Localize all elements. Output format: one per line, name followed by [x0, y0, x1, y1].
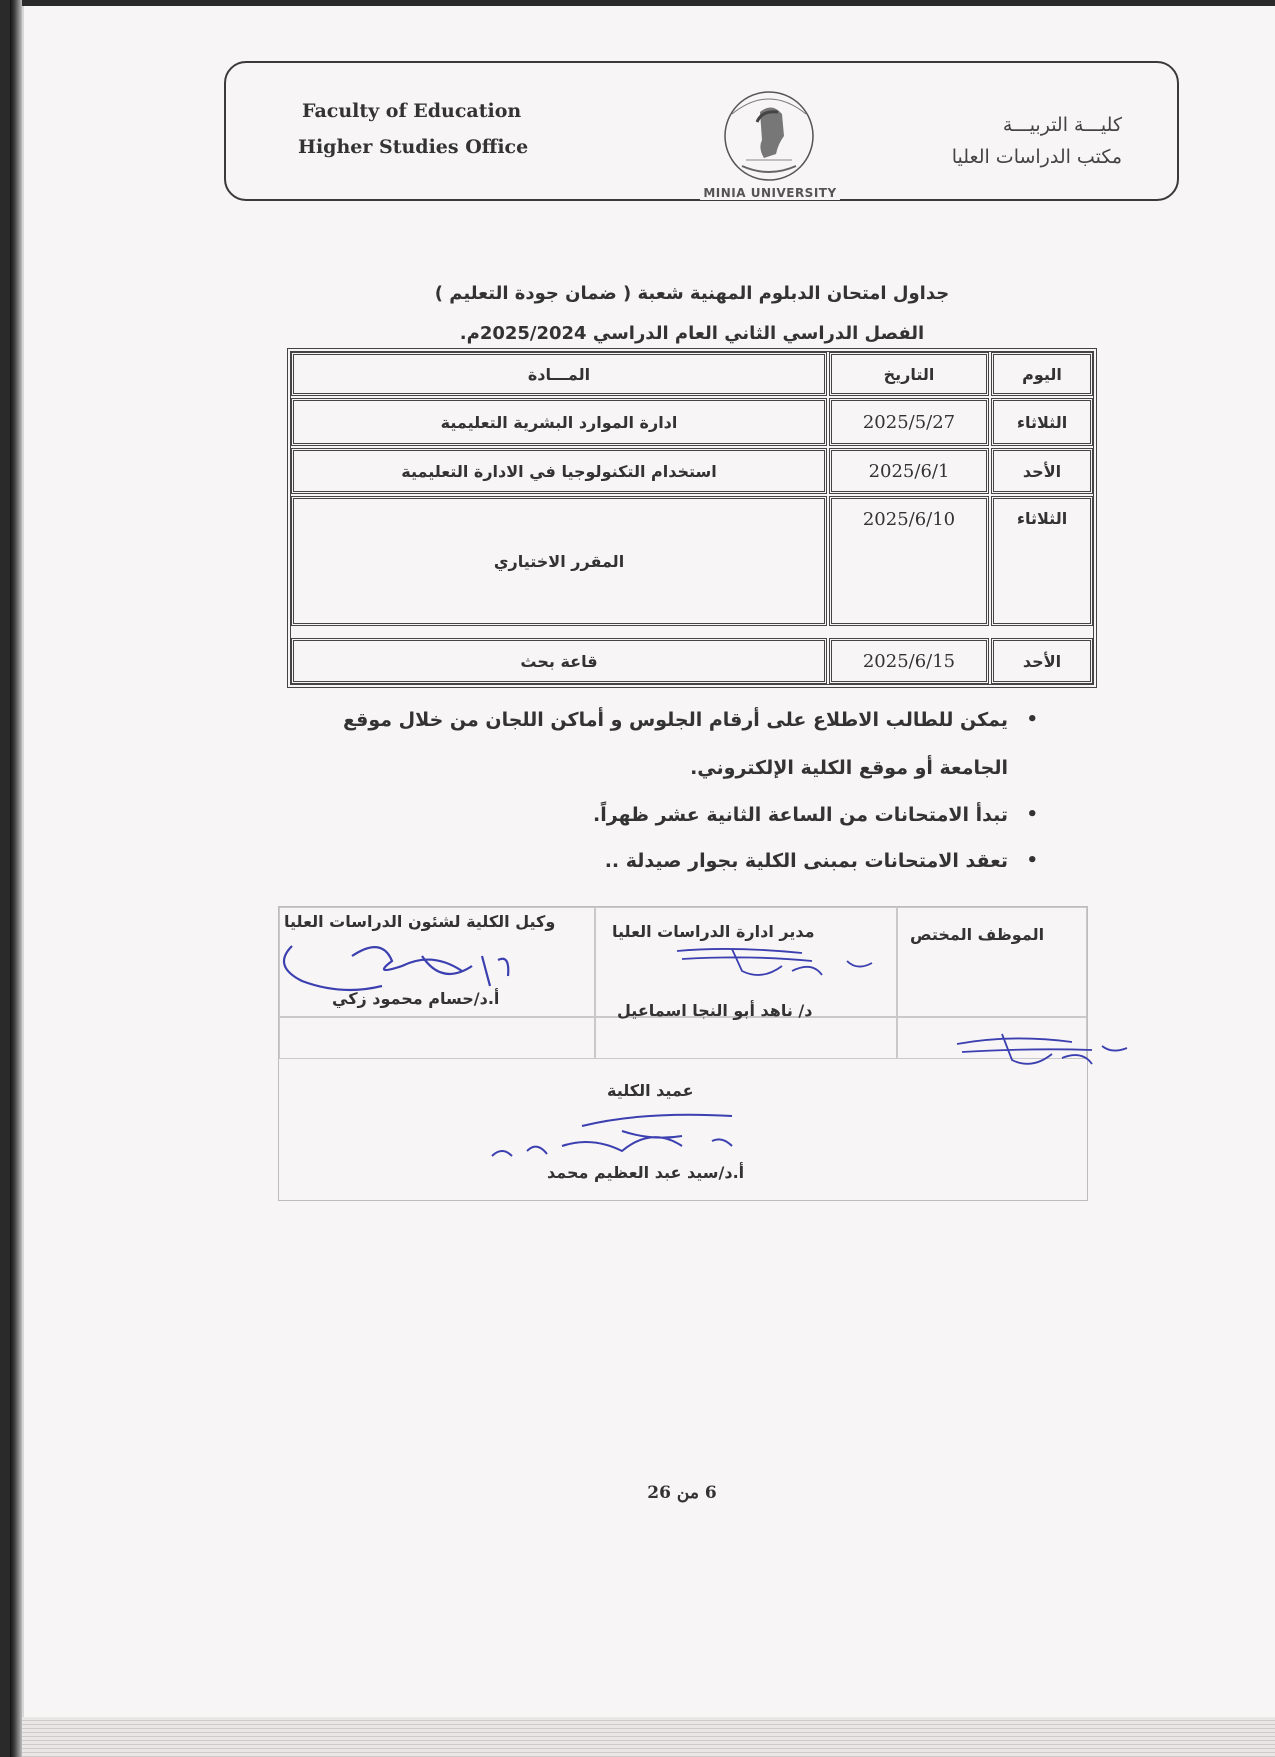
vice-dean-signature [262, 926, 562, 1016]
vice-dean-name: أ.د/حسام محمود زكي [332, 989, 500, 1008]
table-row-day: الثلاثاء [991, 398, 1093, 446]
header-day: اليوم [991, 352, 1093, 396]
faculty-name-en: Faculty of Education [302, 100, 522, 122]
list-item: • تبدأ الامتحانات من الساعة الثانية عشر ظهراً. [332, 792, 1042, 838]
dean-signature [482, 1106, 792, 1176]
employee-cell [897, 907, 1087, 1017]
header-subject: المـــادة [291, 352, 827, 396]
employee-title: الموظف المختص [910, 925, 1045, 944]
list-item: • تعقد الامتحانات بمبنى الكلية بجوار صيدلة .. [332, 838, 1042, 884]
bullet-icon: • [1026, 804, 1038, 825]
document-page [22, 6, 1275, 1757]
bullet-icon: • [1026, 709, 1038, 730]
director-name: د/ ناهد أبو النجا اسماعيل [617, 1001, 813, 1020]
semester-subtitle: الفصل الدراسي الثاني العام الدراسي 2025/2024م. [459, 323, 925, 344]
empty-cell [279, 1017, 595, 1059]
table-row-subject: المقرر الاختياري [291, 496, 827, 626]
faculty-name-ar: كليـــة التربيـــة [1002, 114, 1122, 136]
table-row-date: 2025/5/27 [829, 398, 989, 446]
list-item: • يمكن للطالب الاطلاع على أرقام الجلوس و أماكن اللجان من خلال موقع الجامعة أو موقع الكلية الإلكتروني. [332, 696, 1042, 792]
table-row-date: 2025/6/15 [829, 638, 989, 684]
page-edge-shadow [10, 0, 22, 1757]
employee-signature [952, 1024, 1132, 1084]
university-logo [702, 74, 837, 204]
notes-list [332, 696, 1042, 884]
director-title: مدير ادارة الدراسات العليا [612, 922, 815, 941]
table-row-date: 2025/6/10 [829, 496, 989, 626]
empty-cell [595, 1017, 897, 1059]
office-name-en: Higher Studies Office [298, 136, 529, 158]
table-row-day: الثلاثاء [991, 496, 1093, 626]
page-number: 6 من 26 [647, 1483, 717, 1503]
vice-dean-title: وكيل الكلية لشئون الدراسات العليا [284, 912, 556, 931]
table-row-day: الأحد [991, 448, 1093, 494]
exam-schedule-table [287, 348, 1097, 688]
header-date: التاريخ [829, 352, 989, 396]
dean-title: عميد الكلية [607, 1081, 694, 1100]
table-row-subject: قاعة بحث [291, 638, 827, 684]
table-row-subject: ادارة الموارد البشرية التعليمية [291, 398, 827, 446]
office-name-ar: مكتب الدراسات العليا [951, 146, 1122, 168]
table-row-date: 2025/6/1 [829, 448, 989, 494]
bullet-icon: • [1026, 850, 1038, 871]
paper-stack-edge [22, 1717, 1275, 1757]
document-title: جداول امتحان الدبلوم المهنية شعبة ( ضمان جودة التعليم ) [434, 283, 950, 304]
dean-name: أ.د/سيد عبد العظيم محمد [547, 1163, 745, 1182]
logo-caption: MINIA UNIVERSITY [700, 186, 840, 200]
director-signature [672, 941, 892, 991]
table-row-day: الأحد [991, 638, 1093, 684]
table-row-subject: استخدام التكنولوجيا في الادارة التعليمية [291, 448, 827, 494]
